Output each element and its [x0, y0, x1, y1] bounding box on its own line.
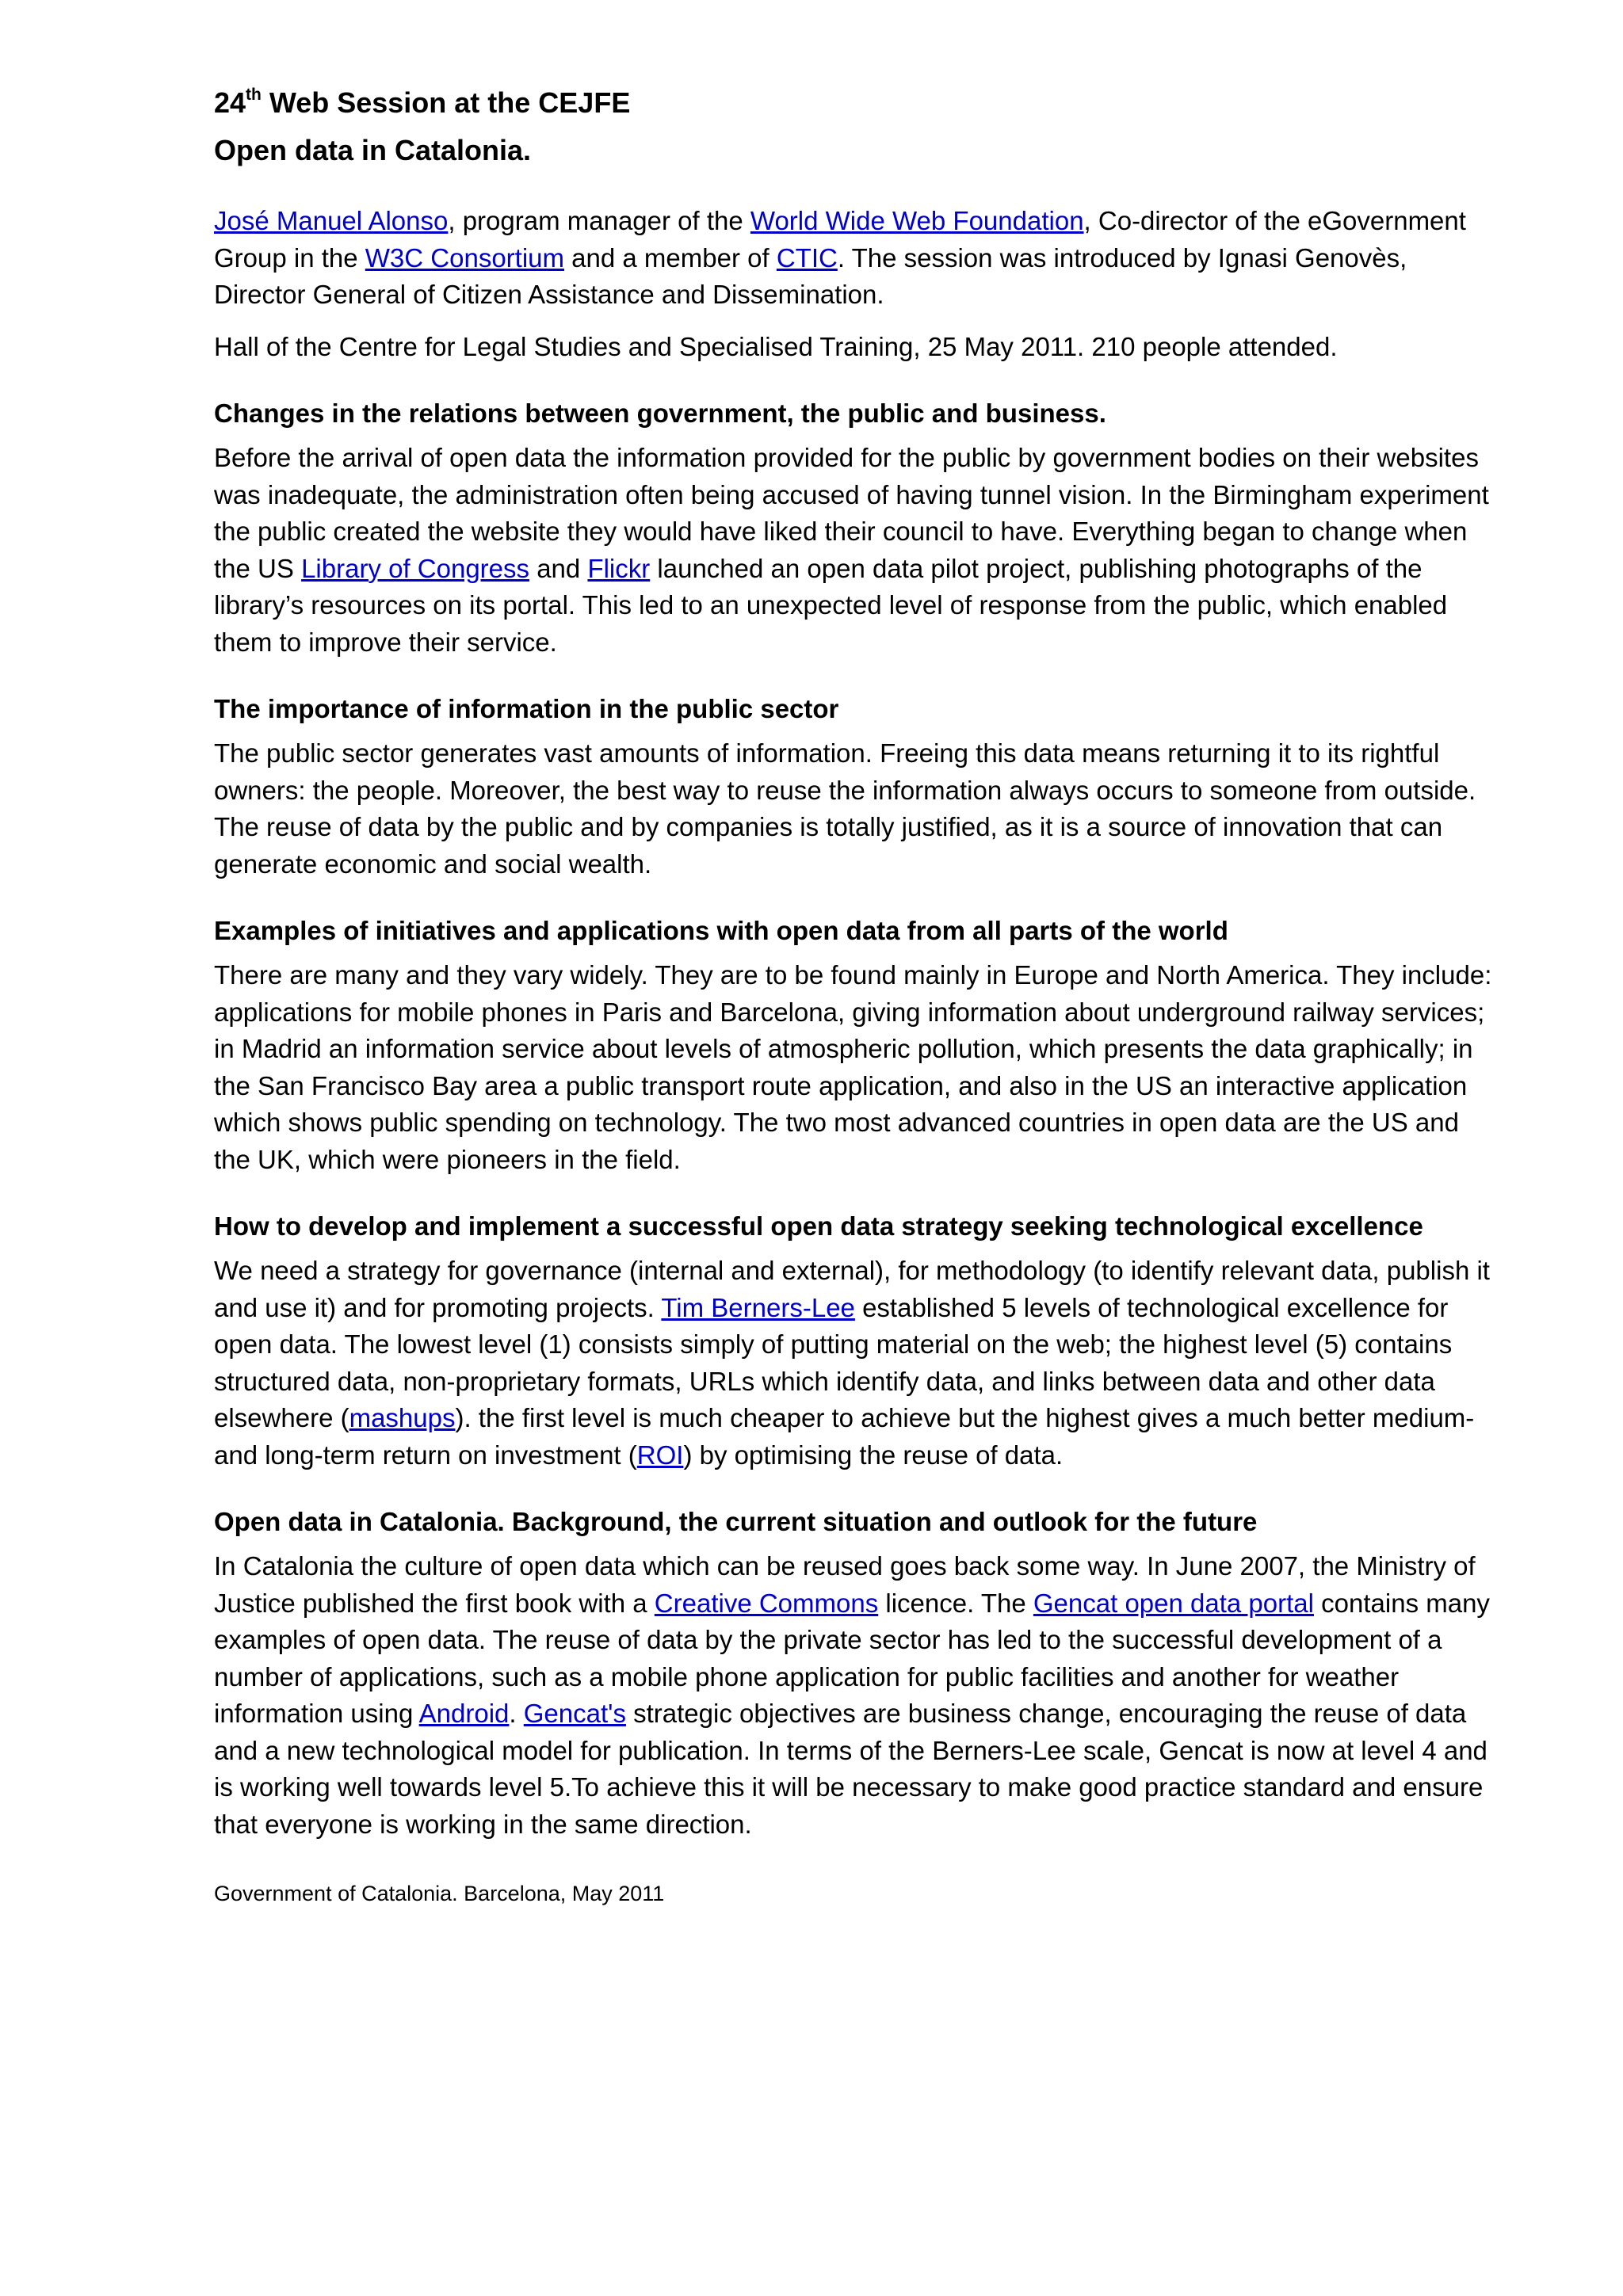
section-heading-catalonia: Open data in Catalonia. Background, the current situation and outlook for the future — [214, 1507, 1258, 1536]
intro-text: , Co-director of the eGovernment Group in the — [214, 206, 1466, 273]
title-text: Web Session at the CEJFE — [261, 86, 631, 119]
section-body-catalonia — [214, 1548, 1498, 1843]
intro-text: , program manager of the — [448, 206, 750, 235]
link-gencats[interactable]: Gencat's — [523, 1699, 626, 1728]
title-number: 24 — [214, 86, 246, 119]
section-heading-changes: Changes in the relations between government, the public and business. — [214, 399, 1106, 428]
body-text: strategic objectives are business change, encouraging the reuse of data and a new technological model for publication. In terms of the Berners-Lee scale, Gencat is now at level 4 and is working well towards level 5.To achieve this it will be necessary to make good practice standard and ensure that everyone is working in the same direction. — [214, 1699, 1487, 1839]
link-world-wide-web-foundation[interactable]: World Wide Web Foundation — [750, 206, 1084, 235]
link-w3c-consortium[interactable]: W3C Consortium — [365, 242, 565, 273]
document-subtitle: Open data in Catalonia. — [214, 134, 532, 166]
body-text: ) by optimising the reuse of data. — [683, 1440, 1064, 1470]
intro-text: and a member of — [564, 242, 777, 273]
link-library-of-congress[interactable]: Library of Congress — [301, 553, 530, 583]
section-body-examples: There are many and they vary widely. They are to be found mainly in Europe and North America. They include: applications for mobile phones in Paris and Barcelona, giving information about underground railway services; in Madrid an information service about levels of atmospheric pollution, which presents the data graphically; in the San Francisco Bay area a public transport route application, and also in the US an interactive application which shows public spending on technology. The two most advanced countries in open data are the US and the UK, which were pioneers in the field. — [214, 960, 1492, 1174]
section-heading-examples: Examples of initiatives and applications with open data from all parts of the world — [214, 916, 1228, 945]
body-text: . — [509, 1699, 524, 1728]
body-text: licence. The — [878, 1588, 1033, 1618]
intro-text: . The session was introduced by Ignasi Genovès, Director General of Citizen Assistance and Dissemination. — [214, 242, 1407, 309]
section-body-importance: The public sector generates vast amounts of information. Freeing this data means returning it to its rightful owners: the people. Moreover, the best way to reuse the information always occurs to someone from outside. The reuse of data by the public and by companies is totally justified, as it is a source of innovation that can generate economic and social wealth. — [214, 738, 1476, 879]
body-text: established 5 levels of technological excellence for open data. The lowest level (1) consists simply of putting material on the web; the highest level (5) contains structured data, non-proprietary formats, URLs which identify data, and links between data and other data elsewhere ( — [214, 1292, 1453, 1432]
section-heading-strategy: How to develop and implement a successful open data strategy seeking technological excellence — [214, 1211, 1423, 1241]
intro-paragraph — [214, 203, 1498, 314]
link-tim-berners-lee[interactable]: Tim Berners-Lee — [661, 1292, 855, 1322]
body-text: Before the arrival of open data the information provided for the public by government bodies on their websites was inadequate, the administration often being accused of having tunnel vision. In the Birmingham experiment the public created the website they would have liked their council to have. Everything began to change when the US — [214, 443, 1489, 583]
venue-paragraph: Hall of the Centre for Legal Studies and Specialised Training, 25 May 2011. 210 people attended. — [214, 331, 1338, 361]
link-mashups[interactable]: mashups — [349, 1403, 456, 1432]
title-superscript: th — [246, 86, 262, 104]
section-body-strategy — [214, 1253, 1498, 1474]
body-text: In Catalonia the culture of open data which can be reused goes back some way. In June 2007, the Ministry of Justice published the first book with a — [214, 1551, 1476, 1618]
section-heading-importance: The importance of information in the public sector — [214, 694, 839, 723]
document-title — [214, 86, 1498, 120]
link-gencat-open-data-portal[interactable]: Gencat open data portal — [1033, 1588, 1314, 1618]
document-page — [214, 86, 1498, 1908]
body-text: ). the first level is much cheaper to achieve but the highest gives a much better medium- and long-term return on investment ( — [214, 1403, 1475, 1470]
link-flickr[interactable]: Flickr — [587, 553, 651, 583]
link-android[interactable]: Android — [418, 1699, 510, 1728]
footer-note: Government of Catalonia. Barcelona, May 2011 — [214, 1882, 665, 1905]
body-text: and — [529, 553, 588, 583]
body-text: launched an open data pilot project, publishing photographs of the library’s resources on its portal. This led to an unexpected level of response from the public, which enabled them to improve their service. — [214, 553, 1448, 657]
link-ctic[interactable]: CTIC — [776, 242, 838, 273]
body-text: contains many examples of open data. The reuse of data by the private sector has led to the successful development of a number of applications, such as a mobile phone application for public facilities and another for weather information using — [214, 1588, 1490, 1728]
body-text: We need a strategy for governance (internal and external), for methodology (to identify relevant data, publish it and use it) and for promoting projects. — [214, 1256, 1490, 1322]
link-jose-manuel-alonso[interactable]: José Manuel Alonso — [214, 206, 449, 235]
link-creative-commons[interactable]: Creative Commons — [654, 1588, 879, 1618]
section-body-changes — [214, 440, 1498, 661]
link-roi[interactable]: ROI — [636, 1440, 684, 1470]
